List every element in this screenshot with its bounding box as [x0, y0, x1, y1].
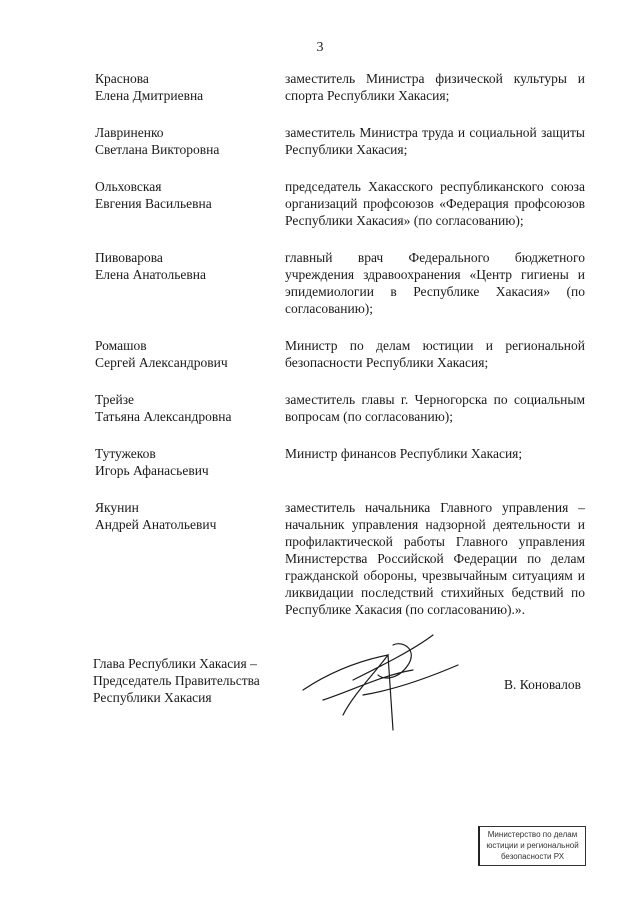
- member-given-name: Светлана Викторовна: [95, 142, 220, 157]
- member-surname: Лавриненко: [95, 125, 164, 140]
- member-role: главный врач Федерального бюджетного учреждения здравоохранения «Центр гигиены и эпидемиологии в Республике Хакасия» (по согласованию);: [285, 250, 585, 316]
- page-number: 3: [316, 40, 324, 55]
- member-row: [95, 445, 595, 479]
- member-surname: Краснова: [95, 71, 149, 86]
- member-given-name: Сергей Александрович: [95, 355, 228, 370]
- member-given-name: Елена Анатольевна: [95, 267, 206, 282]
- member-given-name: Евгения Васильевна: [95, 196, 212, 211]
- member-name: [95, 249, 285, 317]
- signer-title-line: Республики Хакасия: [93, 690, 212, 705]
- member-name: [95, 391, 285, 425]
- member-surname: Ромашов: [95, 338, 147, 353]
- stamp-line: Министерство по делам: [487, 830, 578, 839]
- registration-stamp: [478, 826, 586, 866]
- member-row: [95, 391, 595, 425]
- member-role: заместитель главы г. Черногорска по социальным вопросам (по согласованию);: [285, 392, 585, 424]
- member-row: [95, 337, 595, 371]
- member-row: [95, 70, 595, 104]
- member-name: [95, 178, 285, 229]
- member-row: [95, 499, 595, 618]
- member-role: Министр по делам юстиции и региональной безопасности Республики Хакасия;: [285, 338, 585, 370]
- member-given-name: Игорь Афанасьевич: [95, 463, 209, 478]
- stamp-line: безопасности РХ: [500, 852, 565, 861]
- member-role: заместитель Министра физической культуры и спорта Республики Хакасия;: [285, 71, 585, 103]
- handwritten-signature: [293, 620, 473, 740]
- member-surname: Тутужеков: [95, 446, 156, 461]
- member-row: [95, 178, 595, 229]
- member-name: [95, 124, 285, 158]
- member-role: заместитель Министра труда и социальной защиты Республики Хакасия;: [285, 125, 585, 157]
- member-name: [95, 337, 285, 371]
- stamp-line: юстиции и региональной: [486, 841, 579, 850]
- member-surname: Трейзе: [95, 392, 135, 407]
- member-name: [95, 70, 285, 104]
- member-name: [95, 445, 285, 479]
- member-given-name: Елена Дмитриевна: [95, 88, 204, 103]
- member-row: [95, 249, 595, 317]
- member-name: [95, 499, 285, 618]
- member-row: [95, 124, 595, 158]
- member-surname: Пивоварова: [95, 250, 163, 265]
- members-list: [95, 70, 595, 638]
- member-surname: Ольховская: [95, 179, 162, 194]
- member-role: заместитель начальника Главного управления – начальник управления надзорной деятельности и профилактической работы Главного управления Министерства Российской Федерации по делам гражданской обороны, чрезвычайным ситуациям и ликвидации последствий стихийных бедствий по Республике Хакасия (по согласованию).».: [285, 500, 585, 617]
- member-surname: Якунин: [95, 500, 139, 515]
- signer-title-line: Председатель Правительства: [93, 673, 260, 688]
- member-role: председатель Хакасского республиканского союза организаций профсоюзов «Федерация профсоюзов Республики Хакасия» (по согласованию);: [285, 179, 585, 228]
- signer-title-line: Глава Республики Хакасия –: [93, 656, 257, 671]
- signer-name: В. Коновалов: [504, 677, 581, 692]
- member-given-name: Татьяна Александровна: [95, 409, 232, 424]
- signature-block: [93, 655, 593, 775]
- member-given-name: Андрей Анатольевич: [95, 517, 217, 532]
- member-role: Министр финансов Республики Хакасия;: [285, 446, 523, 461]
